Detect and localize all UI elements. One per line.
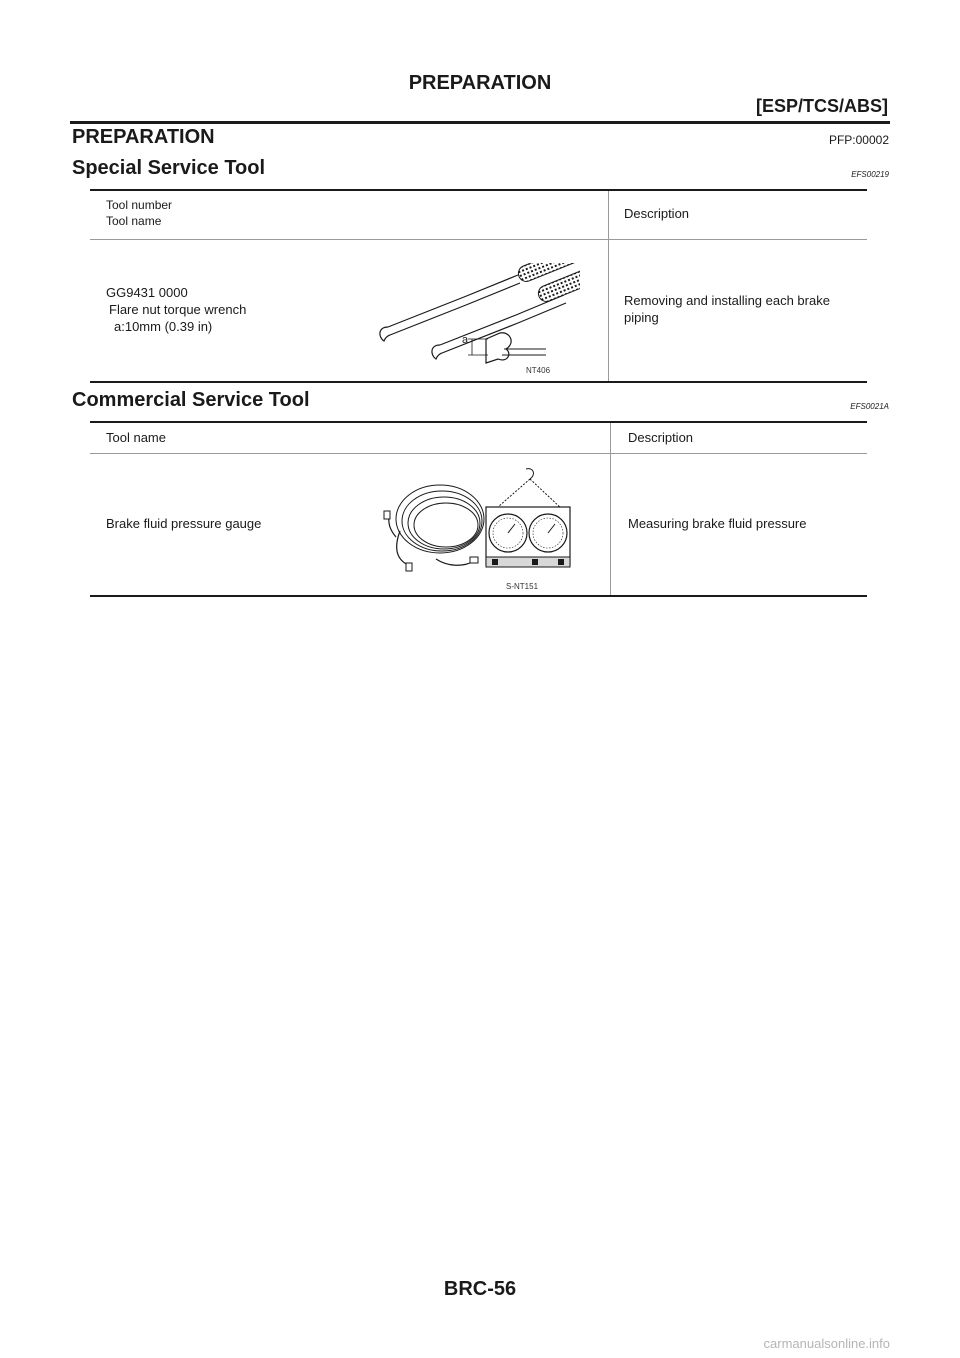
tool-description: Measuring brake fluid pressure xyxy=(628,516,807,531)
watermark: carmanualsonline.info xyxy=(763,1336,890,1351)
header-tool-name: Tool name xyxy=(106,430,166,445)
section-code: PFP:00002 xyxy=(828,133,889,147)
running-header-title: PREPARATION xyxy=(408,72,552,94)
commercial-tool-code: EFS0021A xyxy=(850,402,889,411)
tool-spec: a:10mm (0.39 in) xyxy=(114,319,213,334)
table-bottom-rule xyxy=(90,595,867,597)
special-tool-code: EFS00219 xyxy=(851,170,889,179)
table-top-rule xyxy=(90,189,867,191)
table-header-rule xyxy=(90,453,867,454)
torque-wrench-illustration xyxy=(376,263,580,377)
figure-dimension-label: a xyxy=(462,334,469,346)
commercial-tool-table xyxy=(90,421,867,599)
figure-code: S-NT151 xyxy=(506,582,539,591)
section-title: PREPARATION xyxy=(72,126,215,148)
header-description: Description xyxy=(624,206,690,221)
page-number: BRC-56 xyxy=(443,1278,517,1300)
table-bottom-rule xyxy=(90,381,867,383)
running-header-subtitle: [ESP/TCS/ABS] xyxy=(755,96,888,116)
pressure-gauge-illustration xyxy=(378,467,578,593)
special-tool-title: Special Service Tool xyxy=(72,157,266,179)
special-tool-table xyxy=(90,189,867,385)
header-tool-number: Tool number xyxy=(106,198,173,212)
table-column-divider xyxy=(608,191,609,381)
tool-description-line2: piping xyxy=(624,310,659,325)
header-tool-name: Tool name xyxy=(106,214,162,228)
table-header-rule xyxy=(90,239,867,240)
tool-name: Brake fluid pressure gauge xyxy=(106,516,262,531)
tool-name: Flare nut torque wrench xyxy=(109,302,247,317)
figure-code: NT406 xyxy=(526,366,551,375)
table-column-divider xyxy=(610,423,611,595)
table-top-rule xyxy=(90,421,867,423)
tool-description-line1: Removing and installing each brake xyxy=(624,293,830,308)
commercial-tool-title: Commercial Service Tool xyxy=(72,389,310,411)
tool-number: GG9431 0000 xyxy=(106,285,188,300)
header-description: Description xyxy=(628,430,694,445)
header-rule xyxy=(70,121,890,124)
